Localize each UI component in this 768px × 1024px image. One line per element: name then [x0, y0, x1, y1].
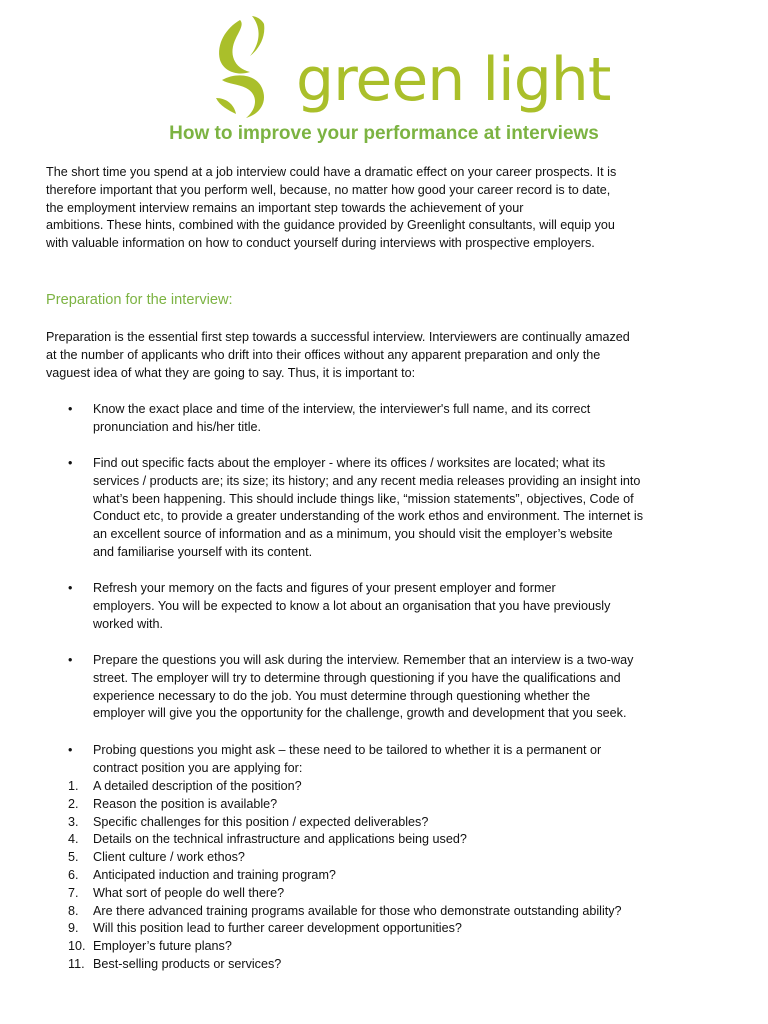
- bullet-line: Prepare the questions you will ask during the interview. Remember that an interview is a two-way: [93, 653, 634, 667]
- intro-line: the employment interview remains an important step towards the achievement of your: [46, 200, 524, 215]
- intro-line: therefore important that you perform well, because, no matter how good your career record is to date,: [46, 182, 611, 197]
- question-item: [46, 867, 732, 885]
- question-item: [46, 778, 732, 796]
- intro-line: ambitions. These hints, combined with the guidance provided by Greenlight consultants, will equip you: [46, 218, 615, 233]
- question-text: Are there advanced training programs available for those who demonstrate outstanding ability?: [93, 903, 622, 918]
- question-number: 1.: [68, 779, 79, 793]
- bullet-line: employer will give you the opportunity for the challenge, growth and development that you seek.: [93, 706, 627, 721]
- bullet-line: street. The employer will try to determine through questioning if you have the qualifications and: [93, 670, 621, 685]
- question-text: Specific challenges for this position / expected deliverables?: [93, 814, 429, 829]
- question-number: 7.: [68, 885, 79, 900]
- section-intro-paragraph: [46, 329, 732, 382]
- question-text: Best-selling products or services?: [93, 956, 282, 971]
- question-item: [46, 920, 732, 938]
- question-number: 10.: [68, 939, 86, 954]
- question-text: Reason the position is available?: [93, 796, 278, 811]
- question-number: 4.: [68, 832, 79, 847]
- question-number: 9.: [68, 921, 79, 936]
- question-text: Will this position lead to further career development opportunities?: [93, 921, 462, 936]
- question-item: [46, 796, 732, 814]
- section-intro-line: vaguest idea of what they are going to say. Thus, it is important to:: [46, 365, 416, 380]
- question-text: A detailed description of the position?: [93, 779, 302, 793]
- bullet-dot-icon: •: [68, 653, 73, 667]
- question-number: 8.: [68, 903, 79, 918]
- question-text: Anticipated induction and training program?: [93, 867, 336, 882]
- question-item: [46, 814, 732, 832]
- bullet-line: pronunciation and his/her title.: [93, 419, 262, 434]
- question-item: [46, 938, 732, 956]
- bullet-line: what’s been happening. This should include things like, “mission statements”, objectives, Code of: [93, 491, 634, 506]
- question-item: [46, 956, 732, 974]
- logo-wordmark: green light: [296, 45, 611, 115]
- green-light-logo: [212, 14, 611, 126]
- question-item: [46, 849, 732, 867]
- bullet-line: experience necessary to do the job. You must determine through questioning whether the: [93, 688, 591, 703]
- question-text: Client culture / work ethos?: [93, 850, 245, 865]
- question-text: Details on the technical infrastructure and applications being used?: [93, 832, 467, 847]
- bullet-line: and familiarise yourself with its content.: [93, 544, 313, 559]
- bullet-line: an excellent source of information and as a minimum, you should visit the employer’s website: [93, 527, 613, 542]
- bullet-dot-icon: •: [68, 743, 73, 757]
- bullet-dot-icon: •: [68, 456, 73, 470]
- bullet-line: employers. You will be expected to know a lot about an organisation that you have previously: [93, 598, 611, 613]
- intro-line: with valuable information on how to conduct yourself during interviews with prospective employers.: [46, 236, 595, 251]
- bullet-line: worked with.: [93, 616, 163, 631]
- question-number: 2.: [68, 796, 79, 811]
- intro-paragraph: [46, 164, 732, 253]
- bullet-line: Know the exact place and time of the interview, the interviewer's full name, and its correct: [93, 402, 591, 416]
- bullet-line: contract position you are applying for:: [93, 760, 303, 775]
- bullet-line: Conduct etc, to provide a greater understanding of the work ethos and environment. The internet is: [93, 509, 644, 524]
- question-item: [46, 903, 732, 921]
- question-item: [46, 831, 732, 849]
- intro-line: The short time you spend at a job interview could have a dramatic effect on your career prospects. It is: [46, 165, 617, 179]
- question-text: Employer’s future plans?: [93, 939, 232, 954]
- bullet-dot-icon: •: [68, 581, 73, 595]
- leaf-mark-icon: [216, 16, 264, 118]
- section-heading-preparation: Preparation for the interview:: [46, 292, 233, 308]
- question-number: 11.: [68, 956, 85, 971]
- section-intro-line: at the number of applicants who drift into their offices without any apparent preparation and only the: [46, 347, 601, 362]
- question-item: [46, 885, 732, 903]
- bullet-dot-icon: •: [68, 402, 73, 416]
- question-number: 3.: [68, 814, 79, 829]
- bullet-line: Probing questions you might ask – these need to be tailored to whether it is a permanent or: [93, 743, 602, 757]
- page-title: How to improve your performance at interviews: [169, 123, 599, 144]
- probing-questions-list: [46, 778, 732, 974]
- bullet-line: Find out specific facts about the employer - where its offices / worksites are located; what its: [93, 456, 606, 470]
- section-intro-line: Preparation is the essential first step towards a successful interview. Interviewers are continually amazed: [46, 330, 630, 344]
- bullet-line: services / products are; its size; its history; and any recent media releases providing an insight into: [93, 473, 641, 488]
- question-number: 6.: [68, 867, 79, 882]
- question-text: What sort of people do well there?: [93, 885, 285, 900]
- bullet-line: Refresh your memory on the facts and figures of your present employer and former: [93, 581, 556, 595]
- question-number: 5.: [68, 850, 79, 865]
